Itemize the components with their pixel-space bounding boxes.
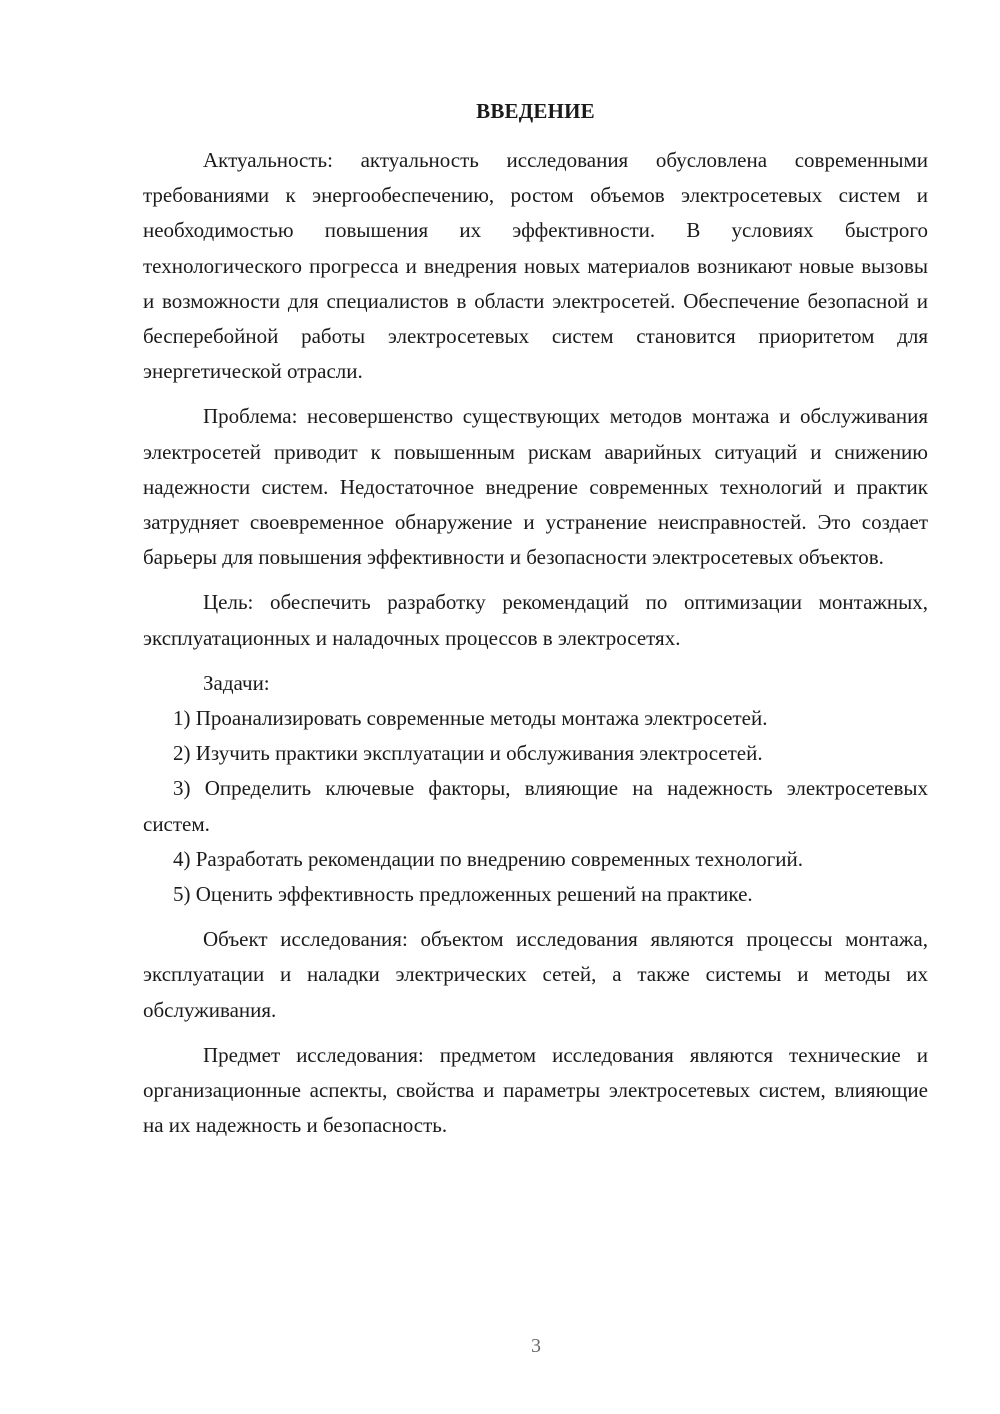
paragraph-goal: Цель: обеспечить разработку рекомендаций по оптимизации монтажных, эксплуатационных и наладочных процессов в электросетях. xyxy=(143,590,928,650)
tasks-list xyxy=(143,701,928,912)
task-item: 1) Проанализировать современные методы монтажа электросетей. xyxy=(173,706,768,731)
paragraph-object: Объект исследования: объектом исследования являются процессы монтажа, эксплуатации и наладки электрических сетей, а также системы и методы их обслуживания. xyxy=(143,927,928,1022)
task-item: 5) Оценить эффективность предложенных решений на практике. xyxy=(173,882,753,907)
task-item: 2) Изучить практики эксплуатации и обслуживания электросетей. xyxy=(173,741,763,766)
task-item: 3) Определить ключевые факторы, влияющие на надежность электросетевых систем. xyxy=(143,776,928,836)
tasks-heading: Задачи: xyxy=(203,670,270,695)
paragraph-subject: Предмет исследования: предметом исследования являются технические и организационные аспекты, свойства и параметры электросетевых систем, влияющие на их надежность и безопасность. xyxy=(143,1042,928,1138)
paragraph-problem: Проблема: несовершенство существующих методов монтажа и обслуживания электросетей приводит к повышенным рискам аварийных ситуаций и снижению надежности систем. Недостаточное внедрение современных технологий и практик затрудняет своевременное обнаружение и устранение неисправностей. Это создает барьеры для повышения эффективности и безопасности электросетевых объектов. xyxy=(143,404,928,570)
page-number: 3 xyxy=(531,1335,541,1357)
task-item: 4) Разработать рекомендации по внедрению современных технологий. xyxy=(173,846,803,871)
paragraph-relevance: Актуальность: актуальность исследования обусловлена современными требованиями к энергообеспечению, ростом объемов электросетевых систем и необходимостью повышения их эффективности. В условиях быстрого технологического прогресса и внедрения новых материалов возникают новые вызовы и возможности для специалистов в области электросетей. Обеспечение безопасной и бесперебойной работы электросетевых систем становится приоритетом для энергетической отрасли. xyxy=(143,148,928,384)
document-body xyxy=(143,96,928,1143)
document-title: ВВЕДЕНИЕ xyxy=(476,99,595,123)
